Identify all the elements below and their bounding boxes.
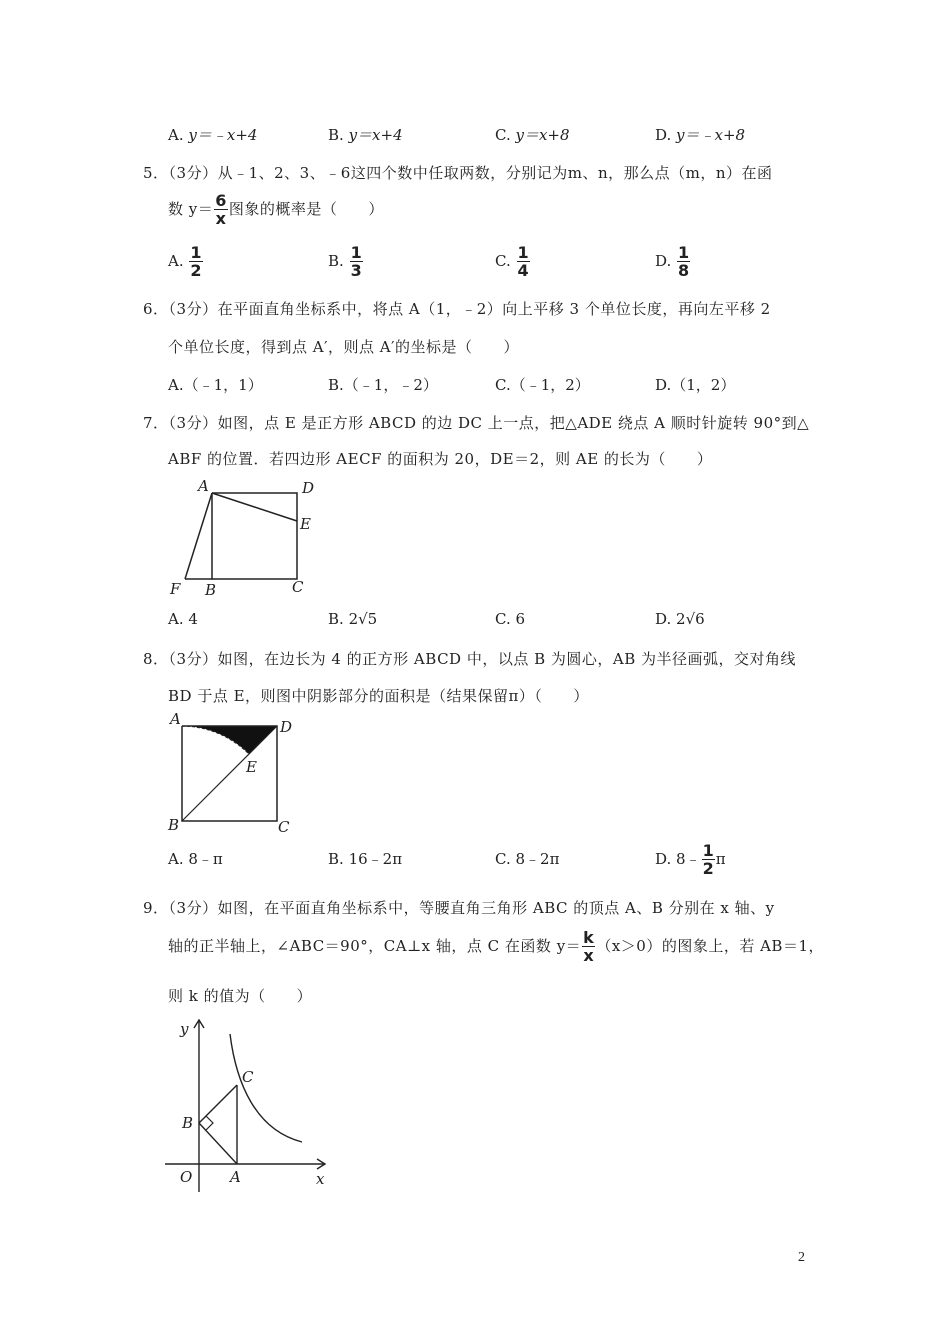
q4-option-c: C. y＝x+8 (495, 126, 570, 144)
q9-hyperbola (230, 1034, 302, 1142)
q9-label-a: A (230, 1168, 241, 1186)
q8-option-c: C. 8﹣2π (495, 850, 560, 868)
q9-label-c: C (242, 1068, 254, 1086)
q7-option-d: D. 2√6 (655, 610, 705, 628)
q4-option-b: B. y＝x+4 (328, 126, 403, 144)
q8-stem-line1: 8．（3分）如图，在边长为 4 的正方形 ABCD 中，以点 B 为圆心，AB 为半径画弧，交对角线 (143, 650, 797, 668)
q6-option-b: B.（﹣1，﹣2） (328, 376, 438, 394)
q7-option-c: C. 6 (495, 610, 526, 628)
q9-right-angle-mark (206, 1116, 213, 1130)
q8-stem-line2: BD 于点 E，则图中阴影部分的面积是（结果保留π）（ ） (168, 687, 589, 705)
q7-square-figure (160, 475, 330, 600)
q7-option-b: B. 2√5 (328, 610, 378, 628)
q8-square-figure (160, 712, 300, 837)
q7-stem-line2: ABF 的位置．若四边形 AECF 的面积为 20，DE＝2，则 AE 的长为（ ） (168, 450, 713, 468)
q9-segment-ba (199, 1123, 237, 1164)
q7-label-f: F (170, 580, 181, 598)
q9-label-b: B (182, 1114, 194, 1132)
q7-segment-af (185, 493, 212, 579)
q5-option-a: A. $\frac{1}{2}$ (168, 243, 202, 280)
q7-option-a: A. 4 (168, 610, 198, 628)
q5-option-c: C. $\frac{1}{4}$ (495, 243, 529, 280)
q9-fraction: $\frac{k}{x}$ (583, 928, 595, 965)
q6-stem-line2: 个单位长度，得到点 A′，则点 A′的坐标是（ ） (168, 338, 520, 356)
q5-stem-line1: 5．（3分）从﹣1、2、3、﹣6这四个数中任取两数，分别记为m、n，那么点（m，n）在函 (143, 164, 773, 182)
q4-option-a: A. y＝﹣x+4 (168, 126, 258, 144)
q8-label-c: C (278, 818, 290, 836)
q9-label-o: O (180, 1168, 193, 1186)
q8-diagonal-bd (182, 726, 277, 821)
q8-option-d: D. 8﹣ $\frac{1}{2}$ π (655, 841, 726, 878)
q9-stem-line1: 9．（3分）如图，在平面直角坐标系中，等腰直角三角形 ABC 的顶点 A、B 分别在 x 轴、y (143, 899, 775, 917)
q8-label-d: D (280, 718, 293, 736)
q4-option-d: D. y＝﹣x+8 (655, 126, 746, 144)
q5-fraction: $\frac{6}{x}$ (215, 191, 227, 228)
q7-segment-ae (212, 493, 297, 521)
q6-option-a: A.（﹣1，1） (168, 376, 263, 394)
q8-label-b: B (168, 816, 180, 834)
q9-label-x: x (316, 1170, 325, 1188)
q6-stem-line1: 6．（3分）在平面直角坐标系中，将点 A（1，﹣2）向上平移 3 个单位长度，再向左平移 2 (143, 300, 771, 318)
q9-stem-line3: 则 k 的值为（ ） (168, 987, 313, 1005)
q5-option-d: D. $\frac{1}{8}$ (655, 243, 690, 280)
q8-option-a: A. 8﹣π (168, 850, 223, 868)
q7-stem-line1: 7．（3分）如图，点 E 是正方形 ABCD 的边 DC 上一点，把△ADE 绕点 A 顺时针旋转 90°到△ (143, 414, 810, 432)
q7-label-a: A (198, 477, 209, 495)
q7-square-abcd (212, 493, 297, 579)
page-number: 2 (798, 1250, 805, 1265)
q8-option-b: B. 16﹣2π (328, 850, 403, 868)
q9-segment-bc (199, 1085, 237, 1123)
q6-option-c: C.（﹣1，2） (495, 376, 590, 394)
q9-label-y: y (180, 1020, 189, 1038)
q5-stem-line2: 数 y＝ $\frac{6}{x}$ 图象的概率是（ ） (168, 191, 384, 228)
q7-label-b: B (205, 581, 217, 599)
q8-label-e: E (246, 758, 257, 776)
q9-stem-line2: 轴的正半轴上，∠ABC＝90°，CA⊥x 轴，点 C 在函数 y＝ $\frac{k}{x}$ （x＞0）的图象上，若 AB＝1， (168, 928, 824, 965)
q5-option-b: B. $\frac{1}{3}$ (328, 243, 362, 280)
q9-coordinate-figure (160, 1012, 340, 1202)
q7-label-c: C (292, 578, 304, 596)
q7-label-e: E (300, 515, 311, 533)
q8-label-a: A (170, 712, 181, 728)
q7-label-d: D (302, 479, 315, 497)
q6-option-d: D.（1，2） (655, 376, 736, 394)
